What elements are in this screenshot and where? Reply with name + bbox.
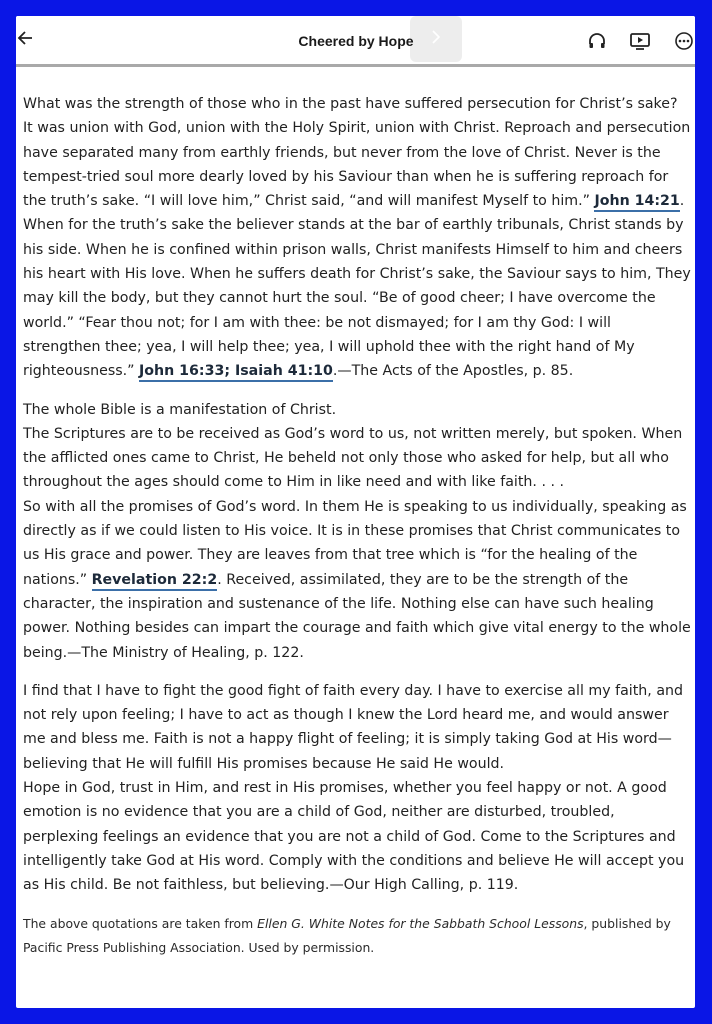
back-button[interactable] [16, 28, 34, 52]
paragraph: So with all the promises of God’s word. In them He is speaking to us individually, speaking as directly as if we could listen to His voice. It is in these promises that Christ communicates to us His grace and power. They are leaves from that tree which is “for the healing of the nations.” Revelation 22:2. Received, assimilated, they are to be the strength of the character, the inspiration and sustenance of the life. Nothing else can have such healing power. Nothing besides can impart the courage and faith which give vital energy to the whole being.—The Ministry of Healing, p. 122. [23, 498, 691, 661]
page-title: Cheered by Hope [298, 33, 414, 49]
more-icon [674, 31, 694, 56]
video-button[interactable] [629, 32, 651, 54]
bible-reference-link[interactable]: John 16:33; Isaiah 41:10 [139, 363, 333, 382]
paragraph: When for the truth’s sake the believer stands at the bar of earthly tribunals, Christ stands by his side. When he is confined within prison walls, Christ manifests Himself to him and cheers his heart with His love. When he suffers death for Christ’s sake, the Saviour says to him, They may kill the body, but they cannot hurt the soul. “Be of good cheer; I have overcome the world.” “Fear thou not; for I am with thee: be not dismayed; for I am thy God: I will strengthen thee; yea, I will help thee; yea, I will uphold thee with the right hand of My righteousness.” John 16:33; Isaiah 41:10.—The Acts of the Apostles, p. 85. [23, 213, 691, 383]
app-window [16, 16, 695, 1008]
headphones-icon [587, 31, 607, 56]
book-title: Ellen G. White Notes for the Sabbath School Lessons [257, 915, 584, 931]
top-bar [16, 16, 695, 66]
paragraph: The Scriptures are to be received as God’s word to us, not written merely, but spoken. When the afflicted ones came to Christ, He beheld not only those who asked for help, but all who throughout the ages should come to Him in like need and with like faith. . . . [23, 425, 683, 491]
footnote: The above quotations are taken from Ellen G. White Notes for the Sabbath School Lessons, published by Pacific Press Publishing Association. Used by permission. [23, 915, 671, 955]
back-arrow-icon [17, 30, 33, 51]
audio-button[interactable] [586, 32, 608, 54]
paragraph: I find that I have to fight the good fight of faith every day. I have to exercise all my faith, and not rely upon feeling; I have to act as though I knew the Lord heard me, and would answer me and bless me. Faith is not a happy flight of feeling; it is simply taking God at His word—believing that He will fulfill His promises because He said He would. [23, 682, 684, 772]
paragraph: The whole Bible is a manifestation of Christ. [23, 401, 337, 418]
more-button[interactable] [673, 32, 695, 54]
paragraph: Hope in God, trust in Him, and rest in His promises, whether you feel happy or not. A good emotion is no evidence that you are a child of God, neither are disturbed, troubled, perplexing feelings an evidence that you are not a child of God. Come to the Scriptures and intelligently take God at His word. Comply with the conditions and believe He will accept you as His child. Be not faithless, but believing.—Our High Calling, p. 119. [23, 780, 685, 894]
header-divider [16, 64, 695, 67]
play-video-icon [629, 31, 651, 56]
paragraph: What was the strength of those who in the past have suffered persecution for Christ’s sake? It was union with God, union with the Holy Spirit, union with Christ. Reproach and persecution have separated many from earthly friends, but never from the love of Christ. Never is the tempest-tried soul more dearly loved by his Saviour than when he is suffering reproach for the truth’s sake. “I will love him,” Christ said, “and will manifest Myself to him.” John 14:21. [23, 92, 691, 213]
reading-content [23, 92, 691, 960]
bible-reference-link[interactable]: John 14:21 [594, 193, 679, 212]
bible-reference-link[interactable]: Revelation 22:2 [92, 572, 218, 591]
